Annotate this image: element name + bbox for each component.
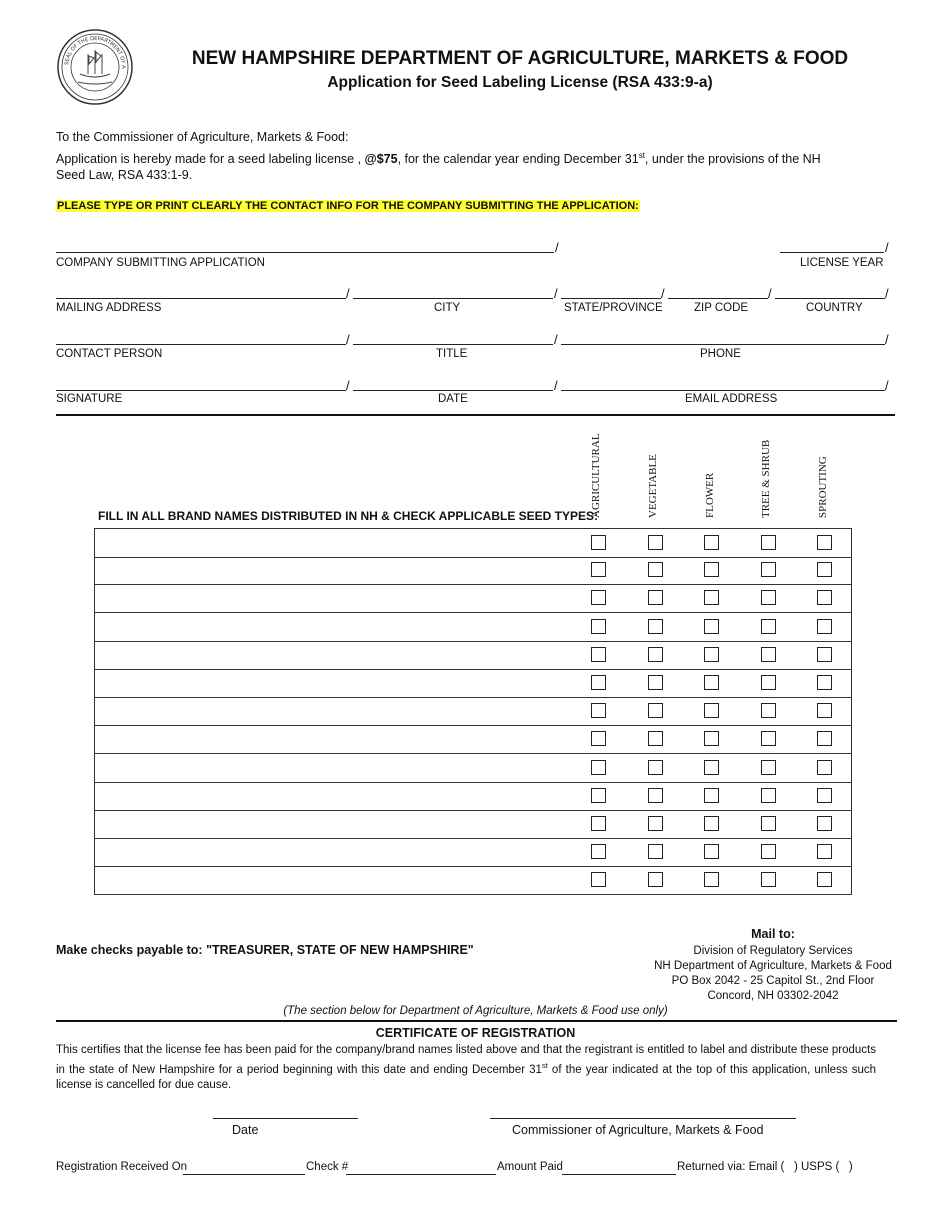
brand-row	[94, 838, 852, 867]
brand-instruction: FILL IN ALL BRAND NAMES DISTRIBUTED IN NH & CHECK APPLICABLE SEED TYPES:	[98, 509, 599, 523]
brand-name-field[interactable]	[95, 866, 573, 894]
seed-type-header: VEGETABLE	[647, 454, 659, 518]
phone-label: PHONE	[700, 348, 741, 360]
seed-type-checkbox[interactable]	[704, 562, 719, 577]
amount-paid-field[interactable]	[562, 1174, 676, 1175]
seed-type-checkbox[interactable]	[648, 562, 663, 577]
seed-type-checkbox[interactable]	[591, 647, 606, 662]
city-label: CITY	[434, 302, 461, 314]
registration-received-label: Registration Received On	[56, 1161, 188, 1173]
checks-payable: Make checks payable to: "TREASURER, STATE OF NEW HAMPSHIRE"	[56, 943, 474, 957]
seed-type-header: TREE & SHRUB	[760, 439, 772, 518]
seed-type-checkbox[interactable]	[817, 760, 832, 775]
company-label: COMPANY SUBMITTING APPLICATION	[56, 257, 265, 269]
seed-type-checkbox[interactable]	[648, 872, 663, 887]
zip-field[interactable]	[668, 298, 768, 299]
seed-type-checkbox[interactable]	[648, 590, 663, 605]
seed-type-checkbox[interactable]	[648, 731, 663, 746]
seal-text: SEAL OF THE DEPARTMENT OF A	[64, 35, 127, 69]
brand-row	[94, 584, 852, 613]
seed-type-checkbox[interactable]	[591, 535, 606, 550]
company-field[interactable]	[56, 252, 554, 253]
cert-date-field[interactable]	[213, 1118, 358, 1119]
brand-row	[94, 810, 852, 839]
brand-row	[94, 782, 852, 811]
page-subtitle: Application for Seed Labeling License (RSA 433:9-a)	[327, 74, 713, 91]
contact-person-label: CONTACT PERSON	[56, 348, 163, 360]
state-label: STATE/PROVINCE	[564, 302, 663, 314]
seed-type-checkbox[interactable]	[591, 844, 606, 859]
seed-type-checkbox[interactable]	[648, 788, 663, 803]
phone-field[interactable]	[561, 344, 885, 345]
mail-address	[643, 944, 903, 1004]
seed-type-checkbox[interactable]	[704, 731, 719, 746]
license-year-label: LICENSE YEAR	[800, 257, 884, 269]
brand-row	[94, 754, 852, 783]
brand-name-field[interactable]	[95, 669, 573, 697]
seed-type-checkbox[interactable]	[591, 760, 606, 775]
seed-type-checkbox[interactable]	[761, 760, 776, 775]
contact-person-field[interactable]	[56, 344, 346, 345]
country-label: COUNTRY	[806, 302, 863, 314]
seed-type-checkbox[interactable]	[591, 816, 606, 831]
brand-name-field[interactable]	[95, 641, 573, 669]
signature-label: SIGNATURE	[56, 393, 123, 405]
brand-row	[94, 669, 852, 698]
date-field[interactable]	[353, 390, 553, 391]
seed-type-header: AGRICULTURAL	[590, 433, 602, 518]
seed-type-checkbox[interactable]	[704, 844, 719, 859]
commissioner-label: Commissioner of Agriculture, Markets & Food	[512, 1123, 764, 1137]
seed-type-checkbox[interactable]	[591, 619, 606, 634]
seed-type-checkbox[interactable]	[761, 562, 776, 577]
brand-name-field[interactable]	[95, 613, 573, 641]
brand-name-field[interactable]	[95, 725, 573, 753]
seed-type-checkbox[interactable]	[817, 844, 832, 859]
certificate-divider	[56, 1020, 897, 1022]
seed-type-checkbox[interactable]	[761, 731, 776, 746]
seed-type-checkbox[interactable]	[817, 872, 832, 887]
amount-paid-label: Amount Paid	[497, 1161, 563, 1173]
brand-row	[94, 697, 852, 726]
brand-row	[94, 613, 852, 642]
state-field[interactable]	[561, 298, 661, 299]
seed-type-checkbox[interactable]	[648, 619, 663, 634]
seed-type-checkbox[interactable]	[648, 703, 663, 718]
seed-type-checkbox[interactable]	[704, 760, 719, 775]
seed-type-checkbox[interactable]	[704, 590, 719, 605]
brand-row	[94, 641, 852, 670]
brand-row	[94, 556, 852, 585]
seed-type-checkbox[interactable]	[761, 844, 776, 859]
brand-name-field[interactable]	[95, 810, 573, 838]
brand-name-field[interactable]	[95, 838, 573, 866]
seed-type-checkbox[interactable]	[817, 619, 832, 634]
seed-type-checkbox[interactable]	[648, 816, 663, 831]
seed-type-checkbox[interactable]	[761, 872, 776, 887]
date-label: DATE	[438, 393, 468, 405]
zip-label: ZIP CODE	[694, 302, 749, 314]
certificate-text: This certifies that the license fee has been paid for the company/brand names listed above and that the registrant is entitled to label and distribute these products in the state of New Hampshire for a period beginning with this date and ending December 31st of the year indicated at the top of this application, unless such license is cancelled for due cause.	[56, 1044, 876, 1091]
seed-type-checkbox[interactable]	[704, 619, 719, 634]
seed-type-checkbox[interactable]	[817, 703, 832, 718]
seed-type-checkbox[interactable]	[648, 760, 663, 775]
brand-row	[94, 866, 852, 895]
contact-instruction: PLEASE TYPE OR PRINT CLEARLY THE CONTACT INFO FOR THE COMPANY SUBMITTING THE APPLICATION:	[57, 200, 639, 212]
seed-type-checkbox[interactable]	[817, 535, 832, 550]
commissioner-signature-field[interactable]	[490, 1118, 796, 1119]
brand-name-field[interactable]	[95, 697, 573, 725]
page-title: NEW HAMPSHIRE DEPARTMENT OF AGRICULTURE, MARKETS & FOOD	[191, 48, 849, 69]
seed-type-checkbox[interactable]	[704, 647, 719, 662]
title-label: TITLE	[436, 348, 468, 360]
seed-type-checkbox[interactable]	[648, 675, 663, 690]
intro-paragraph: Application is hereby made for a seed labeling license , @$75, for the calendar year ending December 31st, under the provisions of the NH Seed Law, RSA 433:1-9.	[56, 151, 821, 183]
brand-name-field[interactable]	[95, 529, 573, 557]
seed-type-checkbox[interactable]	[704, 703, 719, 718]
seed-type-checkbox[interactable]	[591, 590, 606, 605]
seed-type-checkbox[interactable]	[761, 647, 776, 662]
signature-field[interactable]	[56, 390, 346, 391]
registration-received-field[interactable]	[183, 1174, 305, 1175]
seed-type-checkbox[interactable]	[591, 703, 606, 718]
seed-type-checkbox[interactable]	[761, 788, 776, 803]
address-line: NH Department of Agriculture, Markets & Food	[654, 960, 892, 972]
mail-to-heading: Mail to:	[751, 927, 795, 941]
email-field[interactable]	[561, 390, 885, 391]
check-number-label: Check #	[306, 1161, 349, 1173]
seed-type-checkbox[interactable]	[817, 675, 832, 690]
seed-type-checkbox[interactable]	[704, 872, 719, 887]
seed-type-checkbox[interactable]	[591, 562, 606, 577]
city-field[interactable]	[353, 298, 553, 299]
seed-type-checkbox[interactable]	[648, 844, 663, 859]
seed-type-checkbox[interactable]	[648, 647, 663, 662]
seed-type-checkbox[interactable]	[761, 590, 776, 605]
email-label: EMAIL ADDRESS	[685, 393, 778, 405]
section-divider	[56, 414, 895, 416]
seed-type-checkbox[interactable]	[591, 788, 606, 803]
seed-type-checkbox[interactable]	[817, 731, 832, 746]
seed-type-checkbox[interactable]	[817, 788, 832, 803]
brand-name-field[interactable]	[95, 556, 573, 584]
brand-row	[94, 528, 852, 558]
seed-type-checkbox[interactable]	[761, 703, 776, 718]
check-number-field[interactable]	[346, 1174, 496, 1175]
seed-type-checkbox[interactable]	[704, 816, 719, 831]
seed-type-checkbox[interactable]	[761, 619, 776, 634]
seed-type-checkbox[interactable]	[591, 731, 606, 746]
seed-type-checkbox[interactable]	[704, 788, 719, 803]
seed-type-checkbox[interactable]	[817, 562, 832, 577]
seed-type-header: FLOWER	[704, 472, 716, 518]
seed-type-checkbox[interactable]	[817, 647, 832, 662]
seed-type-checkbox[interactable]	[761, 535, 776, 550]
country-field[interactable]	[775, 298, 885, 299]
certificate-title: CERTIFICATE OF REGISTRATION	[375, 1026, 576, 1040]
address-line: Concord, NH 03302-2042	[707, 990, 839, 1002]
department-seal	[56, 28, 134, 106]
seed-type-checkbox[interactable]	[817, 590, 832, 605]
seed-type-checkbox[interactable]	[591, 872, 606, 887]
seed-type-checkbox[interactable]	[704, 675, 719, 690]
address-line: PO Box 2042 - 25 Capitol St., 2nd Floor	[671, 975, 875, 987]
brand-row	[94, 725, 852, 754]
seed-type-checkbox[interactable]	[591, 675, 606, 690]
seed-type-checkbox[interactable]	[648, 535, 663, 550]
brand-name-field[interactable]	[95, 584, 573, 612]
title-field[interactable]	[353, 344, 553, 345]
office-use-note: (The section below for Department of Agriculture, Markets & Food use only)	[283, 1005, 668, 1017]
intro-salutation: To the Commissioner of Agriculture, Markets & Food:	[56, 130, 349, 144]
cert-date-label: Date	[232, 1123, 259, 1137]
mailing-address-field[interactable]	[56, 298, 346, 299]
seed-type-checkbox[interactable]	[761, 675, 776, 690]
brand-name-field[interactable]	[95, 782, 573, 810]
mailing-address-label: MAILING ADDRESS	[56, 302, 162, 314]
seed-type-checkbox[interactable]	[817, 816, 832, 831]
seed-type-header: SPROUTING	[817, 456, 829, 518]
returned-via-label: Returned via: Email ( ) USPS ( )	[677, 1161, 853, 1173]
brand-name-field[interactable]	[95, 754, 573, 782]
seed-type-checkbox[interactable]	[704, 535, 719, 550]
address-line: Division of Regulatory Services	[693, 945, 853, 957]
seed-type-checkbox[interactable]	[761, 816, 776, 831]
license-year-field[interactable]	[780, 252, 884, 253]
